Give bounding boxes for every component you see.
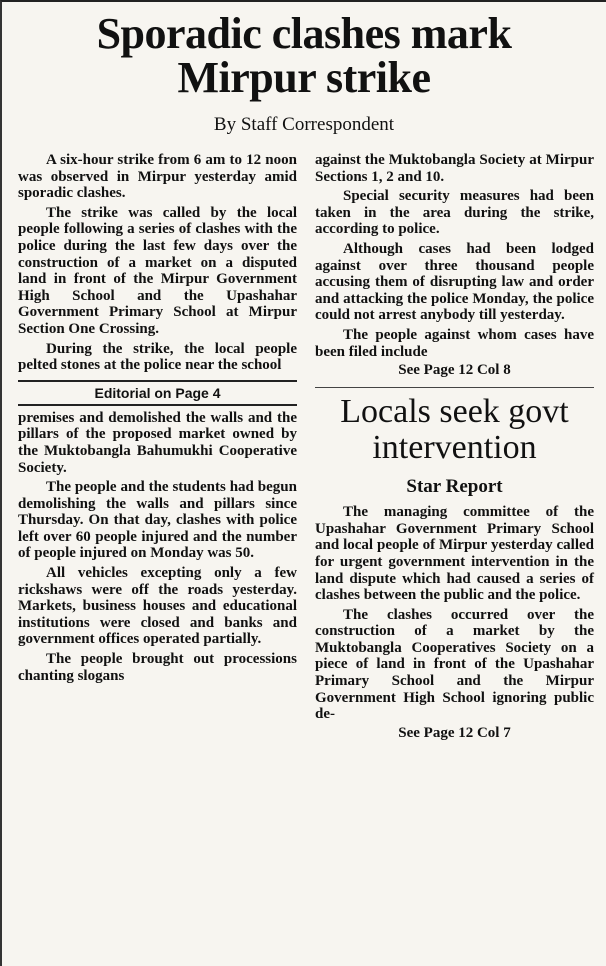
- paragraph: All vehicles excepting only a few rickshaws were off the roads yesterday. Markets, business houses and educational institutions were closed and banks and government offices operated partially.: [18, 565, 297, 648]
- second-headline-line-2: intervention: [372, 429, 537, 467]
- left-column: [18, 152, 297, 952]
- main-headline: [10, 9, 598, 102]
- paragraph: During the strike, the local people pelted stones at the police near the school: [18, 340, 297, 374]
- paragraph: The people brought out processions chanting slogans: [18, 651, 297, 684]
- main-byline: By Staff Correspondent: [213, 114, 395, 135]
- paragraph: A six-hour strike from 6 am to 12 noon was observed in Mirpur yesterday amid sporadic clashes.: [18, 152, 297, 202]
- editorial-note[interactable]: Editorial on Page 4: [18, 380, 297, 406]
- paragraph: premises and demolished the walls and the pillars of the proposed market owned by the Muktobangla Bahumukhi Cooperative Society.: [18, 409, 297, 476]
- paragraph: against the Muktobangla Society at Mirpur Sections 1, 2 and 10.: [315, 152, 594, 185]
- paragraph: The people against whom cases have been filed include: [315, 326, 594, 360]
- right-column: [315, 152, 594, 952]
- see-page-link[interactable]: See Page 12 Col 8: [398, 362, 511, 379]
- paragraph: The clashes occurred over the construction of a market by the Muktobangla Cooperatives Society on a piece of land in front of the Upashahar Primary School and the Mirpur Government High School ignoring public de-: [315, 606, 594, 723]
- headline-line-2: Mirpur strike: [177, 53, 431, 102]
- paragraph: The people and the students had begun demolishing the walls and pillars since Thursday. On that day, clashes with police left over 60 people injured and the number of people injured on Monday was 50.: [18, 479, 297, 562]
- divider: [315, 387, 594, 388]
- second-byline: Star Report: [406, 476, 503, 498]
- paragraph: Special security measures had been taken in the area during the strike, according to police.: [315, 188, 594, 238]
- article-columns: [18, 152, 594, 952]
- paragraph: Although cases had been lodged against over three thousand people accusing them of disrupting law and order and attacking the police Monday, the police could not arrest anybody till yesterday.: [315, 240, 594, 324]
- second-headline-line-1: Locals seek govt: [340, 393, 569, 431]
- second-headline: [315, 394, 594, 466]
- see-page-link[interactable]: See Page 12 Col 7: [398, 724, 511, 741]
- headline-line-1: Sporadic clashes mark: [96, 9, 512, 58]
- paragraph: The strike was called by the local people following a series of clashes with the police during the last few days over the construction of a market on a disputed land in front of the Mirpur Government High School and the Upashahar Government Primary School at Mirpur Section One Crossing.: [18, 204, 297, 337]
- paragraph: The managing committee of the Upashahar Government Primary School and local people of Mirpur yesterday called for urgent government intervention in the land dispute which had caused a series of clashes between the public and the police.: [315, 504, 594, 604]
